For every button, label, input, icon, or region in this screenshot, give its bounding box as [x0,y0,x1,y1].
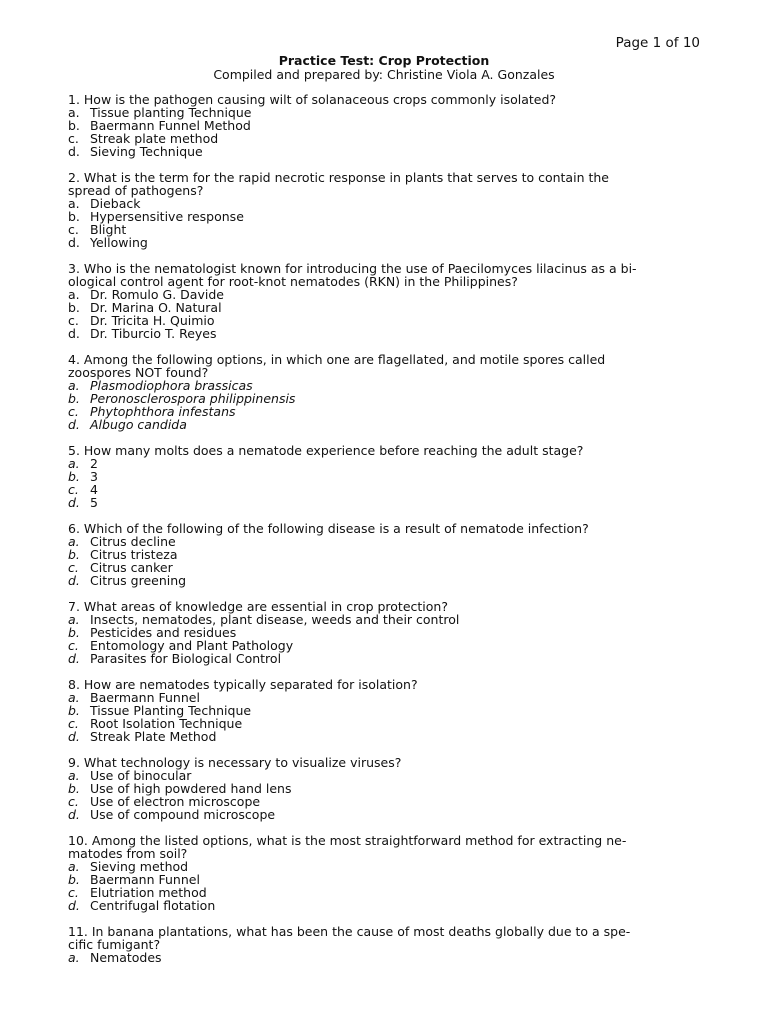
question-2-text-line: spread of pathogens? [68,183,204,198]
choice-text: 5 [90,495,98,510]
choice-letter: a. [68,859,80,874]
choice-letter: d. [68,326,80,341]
choice-text: Use of compound microscope [90,807,276,822]
question-9 [68,756,700,821]
choice-text: Phytophthora infestans [90,404,236,419]
choice-text: Citrus tristeza [90,547,178,562]
choice-text: Centrifugal flotation [90,898,216,913]
choice-text: Citrus canker [90,560,173,575]
choice-letter: b. [68,300,80,315]
choice-text: Sieving method [90,859,189,874]
choice-letter: b. [68,209,80,224]
question-6-text-line: 6. Which of the following of the following disease is a result of nematode infection? [68,521,589,536]
choice-letter: d. [68,417,80,432]
choice-letter: d. [68,729,80,744]
choice-letter: a. [68,378,80,393]
document-header [0,54,768,82]
choice-text: Sieving Technique [90,144,203,159]
choice-text: Tissue planting Technique [90,105,252,120]
choice-letter: a. [68,287,80,302]
choice-letter: c. [68,716,79,731]
choice-letter: b. [68,118,80,133]
question-10-text-line: 10. Among the listed options, what is the most straightforward method for extracting ne- [68,833,627,848]
question-list [68,93,700,977]
question-11-text-line: 11. In banana plantations, what has been the cause of most deaths globally due to a spe- [68,924,631,939]
choice-8-d [68,730,700,743]
choice-2-c [68,223,700,236]
choice-letter: c. [68,560,79,575]
question-8 [68,678,700,743]
choice-letter: d. [68,651,80,666]
choice-text: Yellowing [90,235,148,250]
question-4-text-line: 4. Among the following options, in which one are flagellated, and motile spores called [68,352,606,367]
choice-letter: b. [68,625,80,640]
question-3 [68,262,700,340]
choice-11-a [68,951,700,964]
question-3-text-line: ological control agent for root-knot nematodes (RKN) in the Philippines? [68,274,518,289]
choice-letter: c. [68,313,79,328]
page-number: Page 1 of 10 [615,35,700,51]
choice-text: Dr. Romulo G. Davide [90,287,224,302]
choice-letter: d. [68,898,80,913]
choice-text: Nematodes [90,950,162,965]
choice-text: Use of electron microscope [90,794,261,809]
choice-text: Use of high powdered hand lens [90,781,292,796]
choice-text: Hypersensitive response [90,209,244,224]
choice-letter: c. [68,794,79,809]
choice-text: Entomology and Plant Pathology [90,638,294,653]
question-7-text-line: 7. What areas of knowledge are essential in crop protection? [68,599,448,614]
document-title: Practice Test: Crop Protection [278,53,490,68]
choice-text: 2 [90,456,98,471]
choice-text: Citrus greening [90,573,187,588]
question-7 [68,600,700,665]
choice-4-d [68,418,700,431]
choice-7-d [68,652,700,665]
choice-letter: a. [68,196,80,211]
question-10 [68,834,700,912]
question-11-text-line: cific fumigant? [68,937,161,952]
choice-text: Parasites for Biological Control [90,651,282,666]
choice-text: Insects, nematodes, plant disease, weeds and their control [90,612,460,627]
choice-1-d [68,145,700,158]
document-subtitle: Compiled and prepared by: Christine Viola A. Gonzales [213,67,555,82]
question-3-text-line: 3. Who is the nematologist known for introducing the use of Paecilomyces lilacinus as a bi- [68,261,637,276]
choice-letter: d. [68,144,80,159]
choice-3-d [68,327,700,340]
choice-text: Pesticides and residues [90,625,237,640]
question-2-text-line: 2. What is the term for the rapid necrotic response in plants that serves to contain the [68,170,609,185]
question-5 [68,444,700,509]
choice-10-d [68,899,700,912]
choice-letter: b. [68,872,80,887]
question-2 [68,171,700,249]
question-6 [68,522,700,587]
choice-letter: a. [68,534,80,549]
choice-text: Root Isolation Technique [90,716,243,731]
question-9-text-line: 9. What technology is necessary to visualize viruses? [68,755,402,770]
choice-text: Elutriation method [90,885,207,900]
choice-text: Dr. Tricita H. Quimio [90,313,215,328]
choice-letter: b. [68,469,80,484]
choice-9-d [68,808,700,821]
choice-text: Tissue Planting Technique [90,703,252,718]
choice-text: Plasmodiophora brassicas [90,378,253,393]
choice-6-d [68,574,700,587]
choice-text: Peronosclerospora philippinensis [90,391,296,406]
choice-letter: c. [68,222,79,237]
choice-letter: a. [68,456,80,471]
choice-text: Albugo candida [90,417,187,432]
choice-text: Baermann Funnel Method [90,118,251,133]
choice-letter: c. [68,404,79,419]
choice-text: Streak Plate Method [90,729,217,744]
question-8-text-line: 8. How are nematodes typically separated for isolation? [68,677,418,692]
choice-text: Citrus decline [90,534,176,549]
choice-text: Dr. Marina O. Natural [90,300,222,315]
choice-text: Baermann Funnel [90,690,200,705]
choice-text: Use of binocular [90,768,192,783]
question-10-text-line: matodes from soil? [68,846,188,861]
choice-letter: c. [68,131,79,146]
question-1 [68,93,700,158]
choice-letter: d. [68,235,80,250]
choice-text: Dr. Tiburcio T. Reyes [90,326,217,341]
question-4-text-line: zoospores NOT found? [68,365,209,380]
choice-5-b [68,470,700,483]
choice-text: 4 [90,482,98,497]
choice-text: Streak plate method [90,131,219,146]
choice-5-d [68,496,700,509]
question-5-text-line: 5. How many molts does a nematode experience before reaching the adult stage? [68,443,584,458]
choice-5-c [68,483,700,496]
choice-letter: a. [68,105,80,120]
question-1-text-line: 1. How is the pathogen causing wilt of solanaceous crops commonly isolated? [68,92,557,107]
choice-letter: c. [68,885,79,900]
choice-text: 3 [90,469,98,484]
choice-letter: d. [68,807,80,822]
choice-2-b [68,210,700,223]
choice-2-d [68,236,700,249]
choice-letter: b. [68,703,80,718]
choice-text: Dieback [90,196,141,211]
choice-letter: c. [68,482,79,497]
choice-letter: c. [68,638,79,653]
choice-letter: a. [68,612,80,627]
question-4 [68,353,700,431]
choice-letter: b. [68,547,80,562]
choice-5-a [68,457,700,470]
choice-text: Baermann Funnel [90,872,200,887]
choice-letter: b. [68,391,80,406]
choice-letter: d. [68,573,80,588]
choice-letter: b. [68,781,80,796]
choice-letter: d. [68,495,80,510]
choice-letter: a. [68,768,80,783]
choice-text: Blight [90,222,127,237]
choice-letter: a. [68,690,80,705]
question-11 [68,925,700,964]
choice-letter: a. [68,950,80,965]
